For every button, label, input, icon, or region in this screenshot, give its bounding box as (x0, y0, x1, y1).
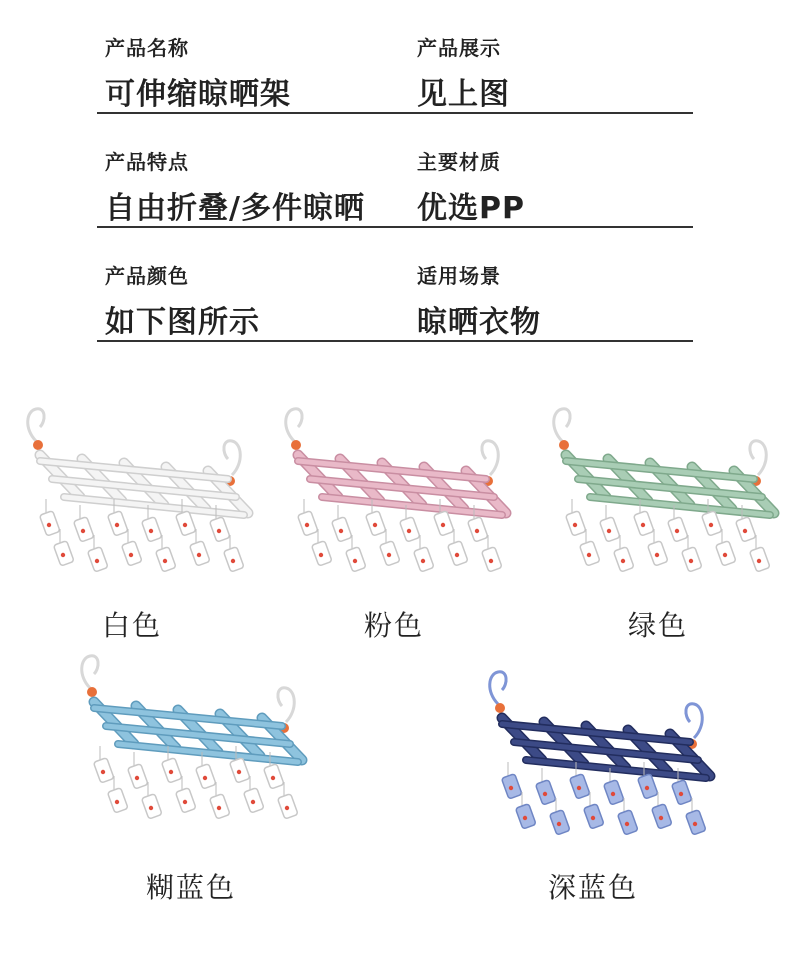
peg-grip-dot (611, 792, 615, 796)
spec-cell-name (105, 32, 395, 113)
spec-table (97, 28, 693, 342)
product-image-light-blue (76, 652, 316, 832)
spec-row-2 (97, 114, 693, 228)
peg-grip-dot (183, 523, 187, 527)
peg-grip-dot (251, 800, 255, 804)
peg-grip-dot (645, 786, 649, 790)
peg-grip-dot (373, 523, 377, 527)
peg-grip-dot (625, 822, 629, 826)
peg-grip-dot (607, 529, 611, 533)
spec-value: 自由折叠/多件晾晒 (105, 191, 365, 226)
spec-row-1 (97, 28, 693, 114)
peg-grip-dot (757, 559, 761, 563)
peg-grip-dot (475, 529, 479, 533)
spec-value: 可伸缩晾晒架 (105, 77, 291, 112)
hook-icon (224, 441, 240, 475)
spec-value: 如下图所示 (105, 305, 260, 340)
peg-grip-dot (441, 523, 445, 527)
color-label-green: 绿色 (628, 609, 689, 642)
peg-grip-dot (197, 553, 201, 557)
spec-cell-usage (417, 260, 707, 341)
spec-label: 适用场景 (417, 264, 501, 288)
spec-row-3 (97, 228, 693, 342)
peg-grip-dot (217, 806, 221, 810)
peg-grip-dot (689, 559, 693, 563)
color-label-pink: 粉色 (364, 609, 425, 642)
spec-label: 产品展示 (417, 36, 501, 60)
hook-icon (750, 441, 766, 475)
peg-grip-dot (183, 800, 187, 804)
peg-grip-dot (587, 553, 591, 557)
peg-grip-dot (455, 553, 459, 557)
peg-grip-dot (95, 559, 99, 563)
hook-icon (286, 409, 302, 441)
color-label-white: 白色 (102, 609, 163, 642)
product-image-navy (484, 668, 724, 848)
peg-grip-dot (47, 523, 51, 527)
peg-grip-dot (319, 553, 323, 557)
hook-swivel-icon (87, 687, 97, 697)
peg-grip-dot (675, 529, 679, 533)
hook-swivel-icon (559, 440, 569, 450)
spec-cell-display (417, 32, 707, 113)
peg-grip-dot (217, 529, 221, 533)
peg-grip-dot (387, 553, 391, 557)
hook-icon (278, 688, 294, 722)
color-label-light-blue: 糊蓝色 (146, 871, 237, 904)
peg-grip-dot (573, 523, 577, 527)
drying-rack-illustration (548, 405, 788, 585)
peg-grip-dot (231, 559, 235, 563)
hook-icon (82, 656, 98, 688)
hook-swivel-icon (291, 440, 301, 450)
peg-grip-dot (149, 529, 153, 533)
product-image-pink (280, 405, 520, 585)
peg-grip-dot (149, 806, 153, 810)
hook-swivel-icon (495, 703, 505, 713)
peg-grip-dot (523, 816, 527, 820)
peg-grip-dot (641, 523, 645, 527)
hook-icon (490, 672, 506, 704)
peg-grip-dot (61, 553, 65, 557)
peg-grip-dot (163, 559, 167, 563)
peg-grip-dot (655, 553, 659, 557)
peg-grip-dot (659, 816, 663, 820)
peg-grip-dot (115, 800, 119, 804)
drying-rack-illustration (22, 405, 262, 585)
drying-rack-illustration (76, 652, 316, 832)
peg-grip-dot (353, 559, 357, 563)
peg-grip-dot (489, 559, 493, 563)
peg-grip-dot (421, 559, 425, 563)
peg-grip-dot (591, 816, 595, 820)
spec-value: 晾晒衣物 (417, 305, 541, 340)
peg-grip-dot (577, 786, 581, 790)
spec-label: 主要材质 (417, 150, 501, 174)
hook-swivel-icon (33, 440, 43, 450)
peg-grip-dot (407, 529, 411, 533)
hook-icon (482, 441, 498, 475)
peg-grip-dot (743, 529, 747, 533)
spec-cell-color (105, 260, 395, 341)
peg-grip-dot (203, 776, 207, 780)
peg-grip-dot (509, 786, 513, 790)
hook-icon (686, 704, 702, 738)
peg-grip-dot (285, 806, 289, 810)
spec-label: 产品颜色 (105, 264, 189, 288)
drying-rack-illustration (484, 668, 724, 848)
peg-grip-dot (679, 792, 683, 796)
peg-grip-dot (271, 776, 275, 780)
spec-cell-material (417, 146, 707, 227)
peg-grip-dot (101, 770, 105, 774)
peg-grip-dot (543, 792, 547, 796)
spec-label: 产品特点 (105, 150, 189, 174)
drying-rack-illustration (280, 405, 520, 585)
peg-grip-dot (621, 559, 625, 563)
spec-value: 优选PP (417, 191, 525, 226)
peg-grip-dot (81, 529, 85, 533)
peg-grip-dot (723, 553, 727, 557)
peg-grip-dot (693, 822, 697, 826)
peg-grip-dot (135, 776, 139, 780)
spec-value: 见上图 (417, 77, 510, 112)
product-image-white (22, 405, 262, 585)
hook-icon (28, 409, 44, 441)
peg-grip-dot (339, 529, 343, 533)
hook-icon (554, 409, 570, 441)
peg-grip-dot (129, 553, 133, 557)
peg-grip-dot (169, 770, 173, 774)
peg-grip-dot (237, 770, 241, 774)
peg-grip-dot (557, 822, 561, 826)
spec-label: 产品名称 (105, 36, 189, 60)
peg-grip-dot (709, 523, 713, 527)
peg-grip-dot (115, 523, 119, 527)
peg-grip-dot (305, 523, 309, 527)
color-label-navy: 深蓝色 (548, 871, 639, 904)
product-image-green (548, 405, 788, 585)
spec-cell-features (105, 146, 395, 227)
